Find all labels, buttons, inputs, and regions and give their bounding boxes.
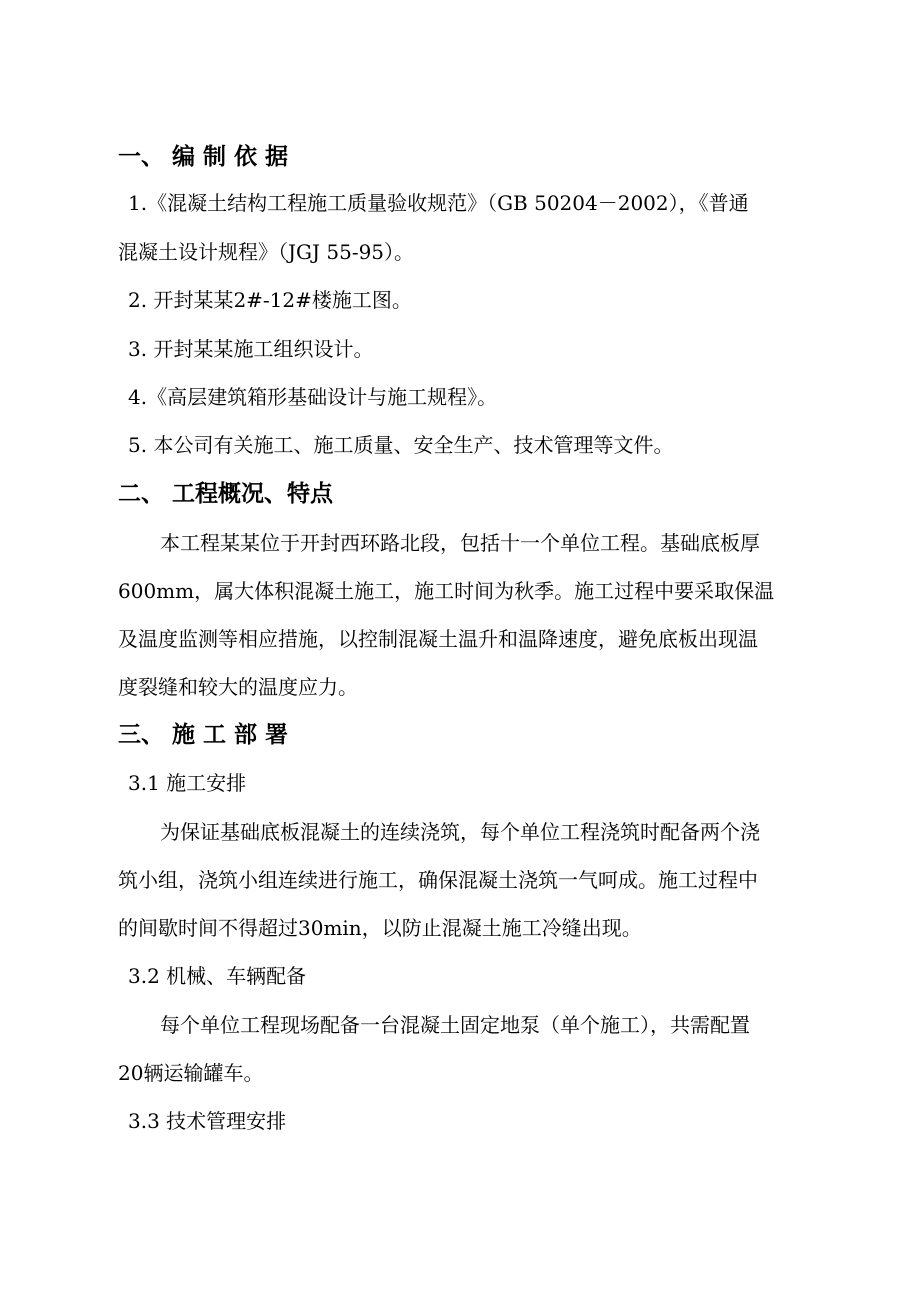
overview-paragraph-line-2: 600mm，属大体积混凝土施工，施工时间为秋季。施工过程中要采取保温 xyxy=(118,579,775,603)
section-3-heading: 三、 施 工 部 署 xyxy=(118,722,289,748)
basis-item-2: 2. 开封某某2#-12#楼施工图。 xyxy=(128,288,412,312)
arrangement-paragraph-line-1: 为保证基础底板混凝土的连续浇筑，每个单位工程浇筑时配备两个浇 xyxy=(160,820,760,844)
basis-item-4: 4.《高层建筑箱形基础设计与施工规程》。 xyxy=(128,385,498,409)
equipment-paragraph-line-1: 每个单位工程现场配备一台混凝土固定地泵（单个施工），共需配置 xyxy=(160,1013,750,1037)
basis-item-1-line-2: 混凝土设计规程》（JGJ 55-95）。 xyxy=(118,240,415,264)
subsection-3-1-title: 3.1 施工安排 xyxy=(128,771,247,795)
arrangement-paragraph-line-3: 的间歇时间不得超过30min，以防止混凝土施工冷缝出现。 xyxy=(118,916,642,940)
section-2-heading: 二、 工程概况、特点 xyxy=(118,481,334,507)
arrangement-paragraph-line-2: 筑小组，浇筑小组连续进行施工，确保混凝土浇筑一气呵成。施工过程中 xyxy=(118,868,758,892)
overview-paragraph-line-4: 度裂缝和较大的温度应力。 xyxy=(118,675,358,699)
equipment-paragraph-line-2: 20辆运输罐车。 xyxy=(118,1061,264,1085)
overview-paragraph-line-1: 本工程某某位于开封西环路北段，包括十一个单位工程。基础底板厚 xyxy=(160,531,760,555)
basis-item-3: 3. 开封某某施工组织设计。 xyxy=(128,337,374,361)
basis-item-5: 5. 本公司有关施工、施工质量、安全生产、技术管理等文件。 xyxy=(128,433,674,457)
section-1-heading: 一、 编 制 依 据 xyxy=(118,144,289,170)
basis-item-1-line-1: 1.《混凝土结构工程施工质量验收规范》（GB 50204－2002），《普通 xyxy=(128,191,749,215)
subsection-3-3-title: 3.3 技术管理安排 xyxy=(128,1109,287,1133)
overview-paragraph-line-3: 及温度监测等相应措施，以控制混凝土温升和温降速度，避免底板出现温 xyxy=(118,627,758,651)
subsection-3-2-title: 3.2 机械、车辆配备 xyxy=(128,964,307,988)
